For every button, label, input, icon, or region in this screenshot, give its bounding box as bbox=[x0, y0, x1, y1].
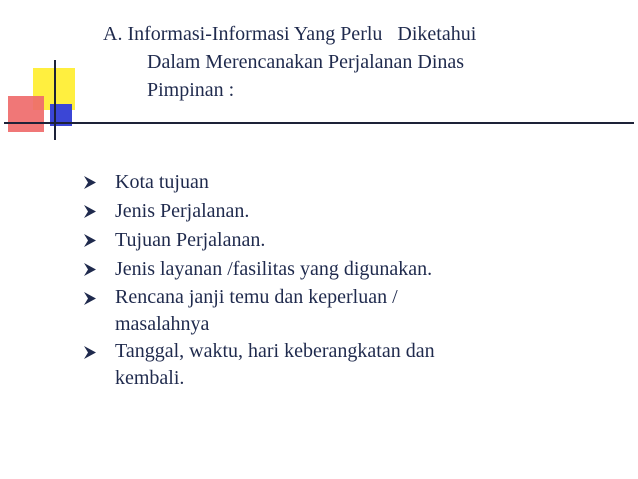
bullet-text: Rencana janji temu dan keperluan / bbox=[115, 286, 398, 308]
vertical-rule bbox=[54, 60, 56, 140]
bullet-text: Kota tujuan bbox=[115, 171, 209, 193]
title-line-2: Dalam Merencanakan Perjalanan Dinas bbox=[147, 51, 465, 73]
title-line-3: Pimpinan : bbox=[147, 79, 235, 101]
bullet-list bbox=[84, 168, 604, 392]
bullet-item bbox=[84, 197, 604, 226]
bullet-text: Tanggal, waktu, hari keberangkatan dan bbox=[115, 340, 435, 362]
horizontal-rule bbox=[4, 122, 634, 124]
arrowhead-bullet-icon bbox=[84, 168, 98, 197]
slide-title bbox=[103, 20, 623, 104]
arrowhead-bullet-icon bbox=[84, 226, 98, 255]
bullet-item bbox=[84, 338, 604, 392]
bullet-text-continued: masalahnya bbox=[115, 313, 210, 335]
bullet-item bbox=[84, 168, 604, 197]
bullet-item bbox=[84, 255, 604, 284]
bullet-text-continued: kembali. bbox=[115, 367, 185, 389]
decorative-corner-blocks bbox=[0, 0, 110, 140]
arrowhead-bullet-icon bbox=[84, 284, 98, 313]
bullet-item bbox=[84, 226, 604, 255]
title-line-1: A. Informasi-Informasi Yang Perlu Diketahui bbox=[103, 23, 477, 45]
red-square bbox=[8, 96, 44, 132]
bullet-text: Tujuan Perjalanan. bbox=[115, 229, 266, 251]
bullet-item bbox=[84, 284, 604, 338]
arrowhead-bullet-icon bbox=[84, 197, 98, 226]
bullet-text: Jenis layanan /fasilitas yang digunakan. bbox=[115, 258, 433, 280]
arrowhead-bullet-icon bbox=[84, 338, 98, 367]
bullet-text: Jenis Perjalanan. bbox=[115, 200, 250, 222]
arrowhead-bullet-icon bbox=[84, 255, 98, 284]
